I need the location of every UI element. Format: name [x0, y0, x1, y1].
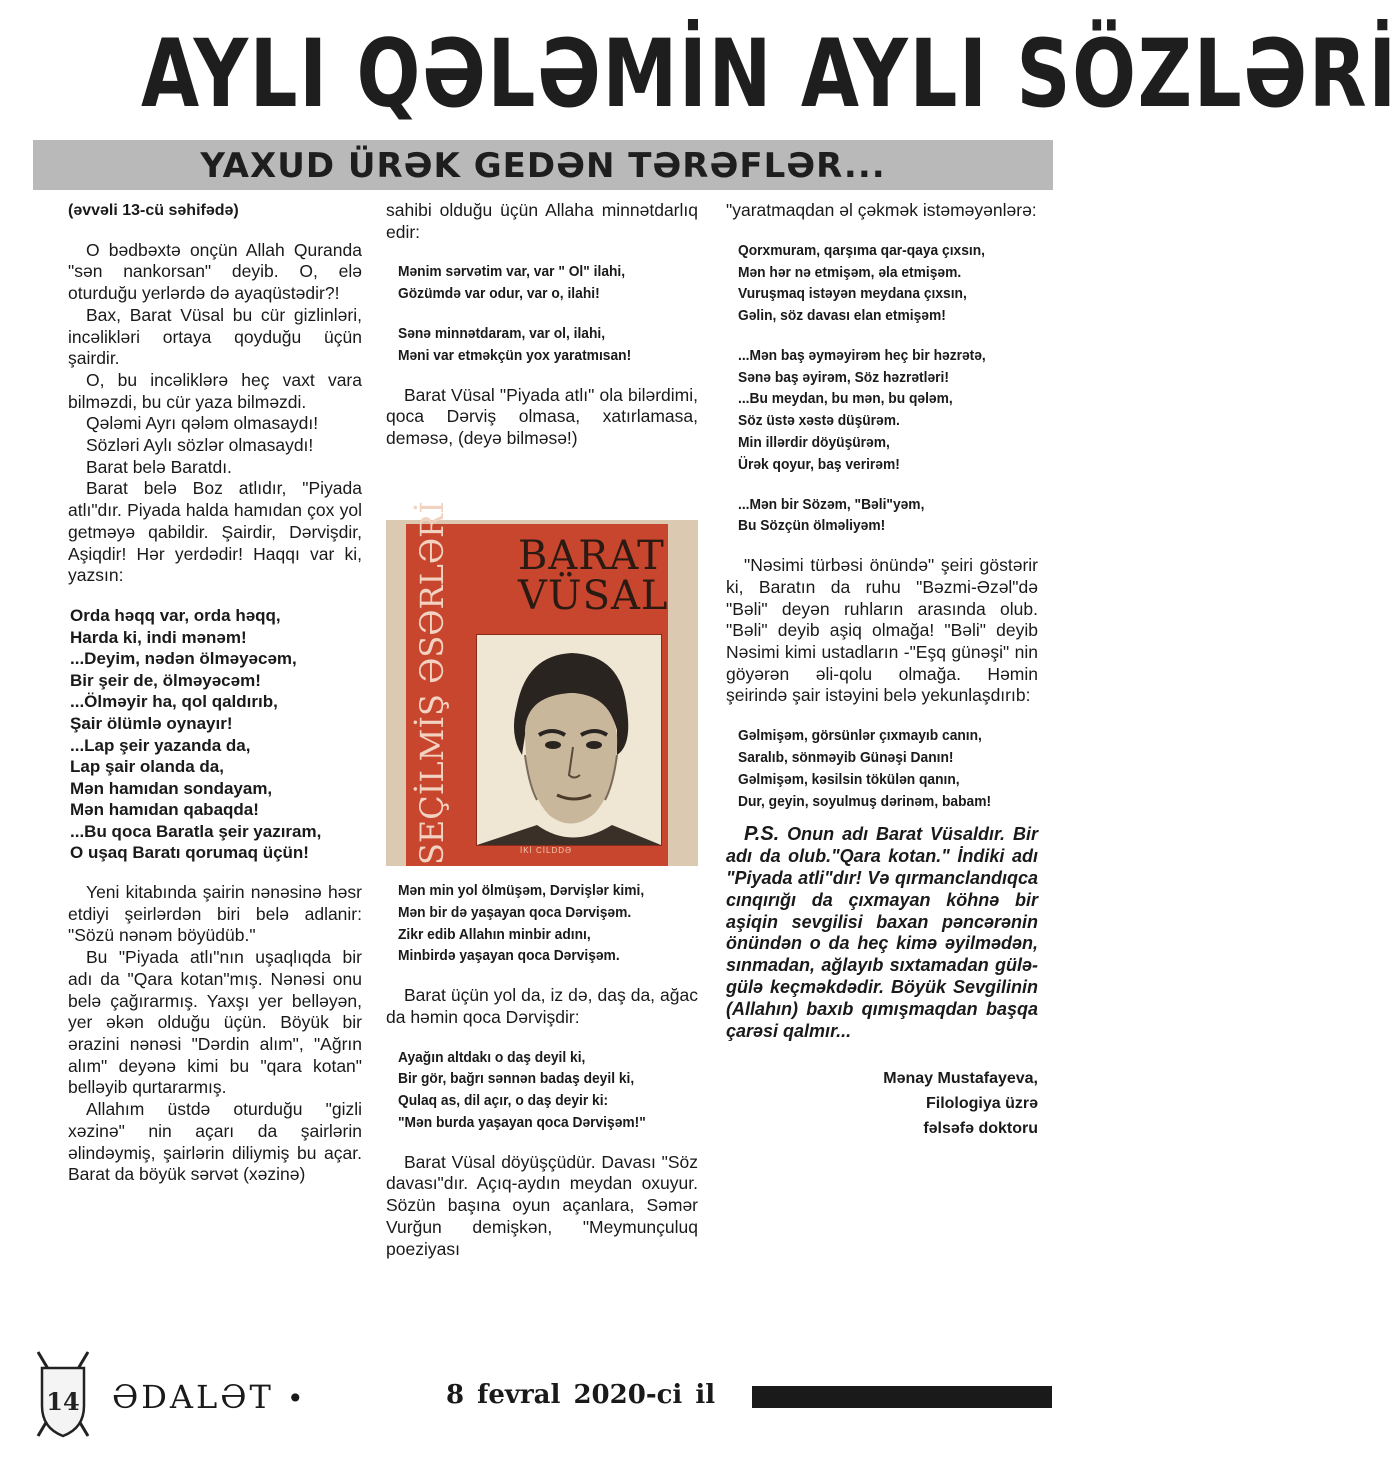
verse-line: Məni var etməkçün yox yaratmısan!: [398, 346, 632, 364]
paragraph: Barat belə Baratdı.: [86, 456, 232, 477]
paragraph: Qələmi Ayrı qələm olmasaydı!: [86, 413, 319, 434]
shield-icon: [32, 1348, 94, 1440]
newspaper-name: [112, 1378, 307, 1416]
verse-line: ...Ölməyir ha, qol qaldırıb,: [70, 692, 278, 712]
poem-verse: [70, 605, 362, 864]
verse-line: Sənə minnətdaram, var ol, ilahi,: [398, 325, 606, 342]
footer-bar: [752, 1386, 1052, 1408]
verse-line: Mənim sərvətim var, var " Ol" ilahi,: [398, 263, 626, 281]
poem-verse: [738, 494, 1042, 538]
page-number-emblem: [32, 1348, 94, 1440]
issue-date: 8 fevral 2020-ci il: [446, 1380, 716, 1410]
page-number: 14: [46, 1387, 80, 1416]
ps-label: P.S.: [744, 823, 780, 846]
verse-line: Gəlmişəm, görsünlər çıxmayıb canın,: [738, 727, 982, 745]
verse-line: Saralıb, sönməyib Günəşi Danın!: [738, 748, 954, 766]
author-signature: [726, 1066, 1038, 1141]
verse-line: "Mən burda yaşayan qoca Dərvişəm!": [398, 1113, 646, 1131]
book-publisher: İKİ CİLDDƏ: [520, 846, 573, 855]
paragraph: Barat Vüsal "Piyada atlı" ola bilərdimi, qoca Dərviş olmasa, xatırlamasa, deməsə, (deyə bilməsə!): [386, 384, 698, 448]
poem-verse: [738, 240, 1042, 327]
verse-line: Ürək qoyur, baş verirəm!: [738, 455, 900, 473]
verse-line: Minbirdə yaşayan qoca Dərvişəm.: [398, 947, 620, 965]
poem-verse: [398, 1047, 702, 1134]
verse-line: ...Bu qoca Baratla şeir yazıram,: [70, 821, 322, 841]
verse-line: Gözümdə var odur, var o, ilahi!: [398, 285, 600, 303]
column-2: [386, 200, 698, 450]
author-title: Filologiya üzrə: [925, 1095, 1038, 1113]
book-cover: [406, 501, 669, 866]
poem-verse: [738, 725, 1042, 812]
portrait-image: [476, 634, 662, 846]
paragraph: O bədbəxtə onçün Allah Quranda "sən nankorsan" deyib. O, elə oturduğu yerlərdə də ayaqüstədir?!: [68, 239, 362, 304]
paragraph: O, bu incəliklərə heç vaxt vara bilməzdi, bu cür yaza bilməzdi.: [68, 369, 362, 412]
paragraph: Yeni kitabında şairin nənəsinə həsr etdiyi şeirlərdən biri belə adlanir: "Sözü nənəm böyüdüb.": [68, 882, 362, 946]
book-cover-image: [386, 501, 698, 866]
author-title: fəlsəfə doktoru: [923, 1120, 1038, 1138]
verse-line: Mən hamıdan qabaqda!: [70, 800, 259, 820]
verse-line: Söz üstə xəstə düşürəm.: [738, 412, 900, 430]
verse-line: Gəlmişəm, kəsilsin tökülən qanın,: [738, 770, 960, 788]
verse-line: Harda ki, indi mənəm!: [70, 627, 247, 647]
headline-subtitle: YAXUD ÜRƏK GEDƏN TƏRƏFLƏR...: [200, 146, 886, 186]
author-name: Mənay Mustafayeva,: [883, 1070, 1038, 1088]
poem-verse: [738, 345, 1042, 476]
portrait-drawing: [477, 635, 661, 845]
verse-line: Dur, geyin, soyulmuş dərinəm, babam!: [738, 792, 992, 810]
paragraph: Barat üçün yol da, iz də, daş da, ağac da həmin qoca Dərvişdir:: [386, 985, 698, 1027]
paragraph: Sözləri Aylı sözlər olmasaydı!: [86, 435, 314, 456]
brand-bullet: •: [287, 1382, 307, 1415]
paragraph: Barat belə Boz atlıdır, "Piyada atlı"dır. Piyada halda hamıdan çox yol getməyə qabildir. Şairdir, Dərvişdir, Aşiqdir! Hər yerdədir! Haqqı var ki, yazsın:: [68, 478, 362, 586]
verse-line: Mən min yol ölmüşəm, Dərvişlər kimi,: [398, 882, 645, 899]
verse-line: Mən hər nə etmişəm, əla etmişəm.: [738, 263, 962, 281]
verse-line: Şair ölümlə oynayır!: [70, 713, 233, 733]
verse-line: Bu Sözçün ölməliyəm!: [738, 517, 886, 535]
verse-line: Min illərdir döyüşürəm,: [738, 434, 890, 452]
verse-line: Bir gör, bağrı sənnən badaş deyil ki,: [398, 1070, 635, 1088]
brand-text: ƏDALƏT: [112, 1378, 274, 1416]
verse-line: Mən bir də yaşayan qoca Dərvişəm.: [398, 903, 632, 921]
ps-text: Onun adı Barat Vüsaldır. Bir adı da olub."Qara kotan." İndiki adı "Piyada atli"dır! Və qırmanclandıqca cınqırığı da çıxmayan köhnə bir aşiqin sevgilisi baxan pəncərənin önündən o da heç kimə əyilmədən, sınmadan, ağlayıb sıxtamadan gülə-gülə keçməkdədir. Böyük Sevgilinin (Allahın) baxıb qımışmaqdan başqa çarəsi qalmır...: [726, 824, 1038, 1041]
verse-line: Qorxmuram, qarşıma qar-qaya çıxsın,: [738, 241, 985, 259]
verse-line: Bir şeir de, ölməyəcəm!: [70, 670, 261, 690]
poem-verse: [398, 323, 702, 367]
verse-line: Zikr edib Allahın minbir adını,: [398, 925, 591, 943]
verse-line: ...Mən baş əyməyirəm heç bir həzrətə,: [738, 346, 986, 364]
paragraph: sahibi olduğu üçün Allaha minnətdarlıq edir:: [386, 200, 698, 242]
paragraph: Bax, Barat Vüsal bu cür gizlinləri, incəlikləri ortaya qoyduğu üçün şairdir.: [68, 304, 362, 369]
verse-line: Sənə baş əyirəm, Söz həzrətləri!: [738, 368, 949, 386]
headline-title: AYLI QƏLƏMİN AYLI SÖZLƏRİ: [141, 20, 1398, 129]
verse-line: Orda həqq var, orda həqq,: [70, 605, 281, 625]
poem-verse: [398, 880, 702, 967]
poem-verse: [398, 261, 702, 305]
column-1: [68, 200, 362, 1186]
postscript: [726, 824, 1038, 1042]
book-spine-title: SEÇİLMİŞ ƏSƏRLƏRİ: [413, 501, 451, 865]
paragraph: Allahım üstdə oturduğu "gizli xəzinə" nin açarı da şairlərin əlindəymiş, şairlərin diliymiş bu açar. Barat da böyük sərvət (xəzinə): [68, 1099, 362, 1185]
verse-line: Vuruşmaq istəyən meydana çıxsın,: [738, 285, 967, 303]
verse-line: ...Lap şeir yazanda da,: [70, 735, 251, 755]
verse-line: Lap şair olanda da,: [70, 757, 224, 777]
paragraph: Barat Vüsal döyüşçüdür. Davası "Söz davası"dır. Açıq-aydın meydan oxuyur. Sözün başına oyun açanlara, Səmər Vurğun demişkən, "Meymunçuluq poeziyası: [386, 1151, 698, 1259]
paragraph: "yaratmaqdan əl çəkmək istəməyənlərə:: [726, 200, 1037, 220]
verse-line: O uşaq Baratı qorumaq üçün!: [70, 843, 309, 863]
verse-line: Gəlin, söz davası elan etmişəm!: [738, 307, 946, 325]
verse-line: Qulaq as, dil açır, o daş deyir ki:: [398, 1092, 609, 1110]
continued-note: (əvvəli 13-cü səhifədə): [68, 202, 239, 219]
column-2-lower: [386, 880, 698, 1260]
verse-line: ...Deyim, nədən ölməyəcəm,: [70, 649, 297, 669]
verse-line: ...Mən bir Sözəm, "Bəli"yəm,: [738, 495, 925, 513]
verse-line: ...Bu meydan, bu mən, bu qələm,: [738, 390, 953, 408]
book-author: BARAT VÜSAL: [518, 533, 669, 619]
paragraph: Bu "Piyada atlı"nın uşaqlıqda bir adı da "Qara kotan"mış. Nənəsi onu belə çağırarmış. Yaxşı yer belləyən, yer əkən olduğu üçün. Böyük bir ərazini nənəsi "Dərdin alım", "Ağrın alım" deyənə kimi bu "qara kotan" belləyib qurtararmış.: [68, 947, 362, 1098]
paragraph: "Nəsimi türbəsi önündə" şeiri göstərir ki, Baratın da ruhu "Bəzmi-Əzəl"də "Bəli" deyən ruhların arasında olub. "Bəli" deyib aşiq olmağa! "Bəli" deyib Nəsimi kimi ustadların -"Eşq günəşi" nin göyərən əli-qolu olmağa. Həmin şeirində şair istəyini belə yekunlaşdırıb:: [726, 555, 1038, 706]
column-3: [726, 200, 1038, 1141]
verse-line: Ayağın altdakı o daş deyil ki,: [398, 1048, 586, 1066]
verse-line: Mən hamıdan sondayam,: [70, 778, 273, 798]
